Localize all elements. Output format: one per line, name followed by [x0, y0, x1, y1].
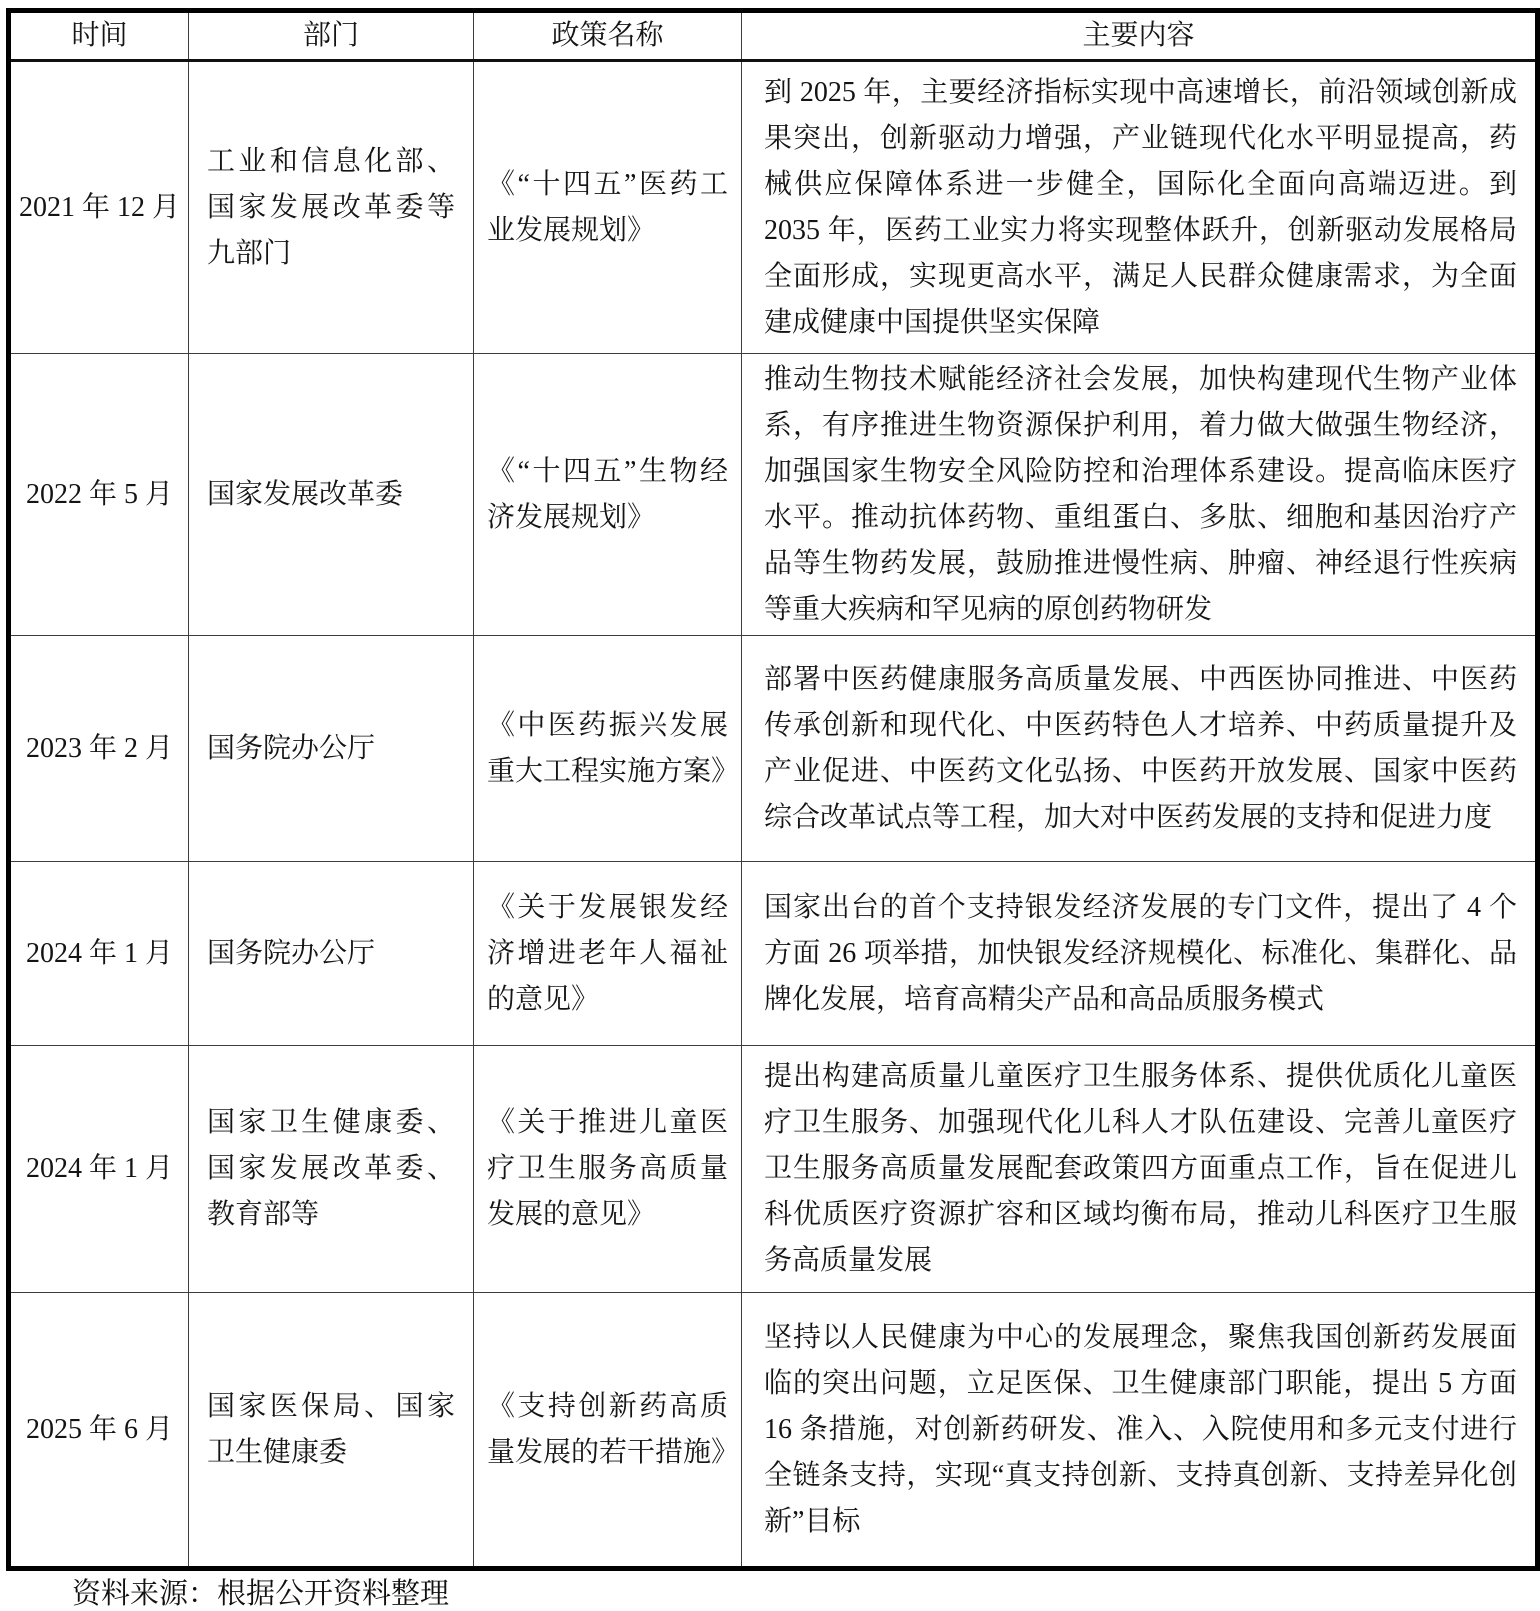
- policy-name-cell: 《中医药振兴发展重大工程实施方案》: [474, 636, 742, 862]
- policy-name-cell: 《支持创新药高质量发展的若干措施》: [474, 1293, 742, 1569]
- policy-name-cell: 《关于发展银发经济增进老年人福祉的意见》: [474, 862, 742, 1046]
- header-row: [9, 11, 1538, 61]
- time-cell: 2021 年 12 月: [9, 61, 189, 354]
- main-content-cell: 到 2025 年，主要经济指标实现中高速增长，前沿领域创新成果突出，创新驱动力增强，产业链现代化水平明显提高，药械供应保障体系进一步健全，国际化全面向高端迈进。到 2035 年，医药工业实力将实现整体跃升，创新驱动发展格局全面形成，实现更高水平，满足人民群众健康需求，为全面建成健康中国提供坚实保障: [742, 61, 1538, 354]
- main-content-cell: 推动生物技术赋能经济社会发展，加快构建现代生物产业体系，有序推进生物资源保护利用，着力做大做强生物经济，加强国家生物安全风险防控和治理体系建设。提高临床医疗水平。推动抗体药物、重组蛋白、多肽、细胞和基因治疗产品等生物药发展，鼓励推进慢性病、肿瘤、神经退行性疾病等重大疾病和罕见病的原创药物研发: [742, 354, 1538, 636]
- main-content-cell: 国家出台的首个支持银发经济发展的专门文件，提出了 4 个方面 26 项举措，加快银发经济规模化、标准化、集群化、品牌化发展，培育高精尖产品和高品质服务模式: [742, 862, 1538, 1046]
- time-cell: 2022 年 5 月: [9, 354, 189, 636]
- department-cell: 工业和信息化部、国家发展改革委等九部门: [189, 61, 474, 354]
- table-row: [9, 61, 1538, 354]
- department-cell: 国务院办公厅: [189, 636, 474, 862]
- department-cell: 国家卫生健康委、国家发展改革委、教育部等: [189, 1046, 474, 1293]
- department-cell: 国务院办公厅: [189, 862, 474, 1046]
- time-cell: 2024 年 1 月: [9, 1046, 189, 1293]
- time-cell: 2023 年 2 月: [9, 636, 189, 862]
- table-row: [9, 354, 1538, 636]
- header-cell-main-content: 主要内容: [742, 11, 1538, 61]
- header-cell-department: 部门: [189, 11, 474, 61]
- policy-name-cell: 《“十四五”医药工业发展规划》: [474, 61, 742, 354]
- table-row: [9, 1293, 1538, 1569]
- main-content-cell: 部署中医药健康服务高质量发展、中西医协同推进、中医药传承创新和现代化、中医药特色人才培养、中药质量提升及产业促进、中医药文化弘扬、中医药开放发展、国家中医药综合改革试点等工程，加大对中医药发展的支持和促进力度: [742, 636, 1538, 862]
- table-row: [9, 1046, 1538, 1293]
- policy-name-cell: 《“十四五”生物经济发展规划》: [474, 354, 742, 636]
- time-cell: 2025 年 6 月: [9, 1293, 189, 1569]
- department-cell: 国家医保局、国家卫生健康委: [189, 1293, 474, 1569]
- time-cell: 2024 年 1 月: [9, 862, 189, 1046]
- header-cell-time: 时间: [9, 11, 189, 61]
- policy-name-cell: 《关于推进儿童医疗卫生服务高质量发展的意见》: [474, 1046, 742, 1293]
- source-note: 资料来源：根据公开资料整理: [72, 1578, 450, 1610]
- header-cell-policy-name: 政策名称: [474, 11, 742, 61]
- table-row: [9, 636, 1538, 862]
- table-row: [9, 862, 1538, 1046]
- department-cell: 国家发展改革委: [189, 354, 474, 636]
- policy-table: [6, 8, 1540, 1571]
- main-content-cell: 坚持以人民健康为中心的发展理念，聚焦我国创新药发展面临的突出问题，立足医保、卫生健康部门职能，提出 5 方面 16 条措施，对创新药研发、准入、入院使用和多元支付进行全链条支持，实现“真支持创新、支持真创新、支持差异化创新”目标: [742, 1293, 1538, 1569]
- main-content-cell: 提出构建高质量儿童医疗卫生服务体系、提供优质化儿童医疗卫生服务、加强现代化儿科人才队伍建设、完善儿童医疗卫生服务高质量发展配套政策四方面重点工作，旨在促进儿科优质医疗资源扩容和区域均衡布局，推动儿科医疗卫生服务高质量发展: [742, 1046, 1538, 1293]
